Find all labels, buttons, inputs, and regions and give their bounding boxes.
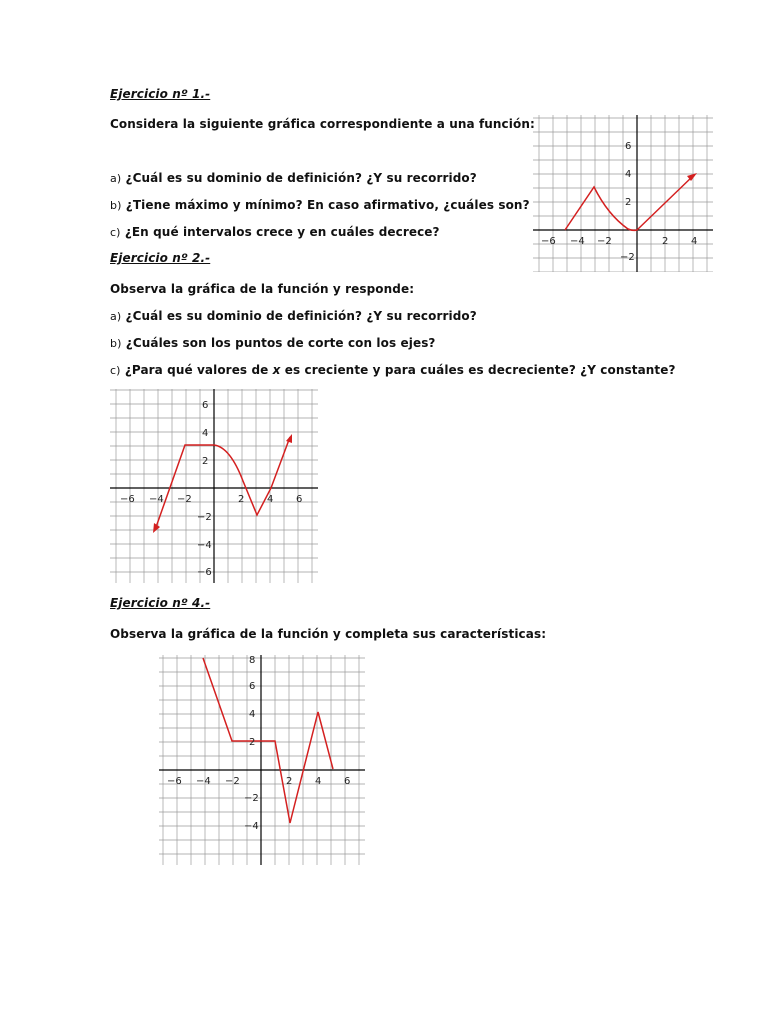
exercise-2-question-a <box>110 309 477 323</box>
question-letter: c) <box>110 364 121 377</box>
y-tick-label: 6 <box>202 400 209 411</box>
question-text: ¿Tiene máximo y mínimo? En caso afirmativo, ¿cuáles son? <box>125 198 530 212</box>
exercise-1-intro: Considera la siguiente gráfica correspondiente a una función: <box>110 117 535 131</box>
question-letter: c) <box>110 226 121 239</box>
exercise-2-heading: Ejercicio nº 2.- <box>110 251 211 265</box>
question-text: ¿Cuál es su dominio de definición? ¿Y su recorrido? <box>125 309 477 323</box>
y-tick-label: −4 <box>197 540 212 551</box>
question-letter: b) <box>110 337 122 350</box>
question-text: ¿Cuál es su dominio de definición? ¿Y su recorrido? <box>125 171 477 185</box>
exercise-4-intro: Observa la gráfica de la función y completa sus características: <box>110 627 547 641</box>
x-tick-label: 6 <box>296 494 303 505</box>
x-tick-label: −4 <box>196 776 211 787</box>
exercise-2-question-b <box>110 336 436 350</box>
x-tick-label: −2 <box>177 494 192 505</box>
x-tick-label: −2 <box>597 236 612 247</box>
y-tick-label: 4 <box>625 169 632 180</box>
question-letter: a) <box>110 172 122 185</box>
x-tick-label: 2 <box>238 494 245 505</box>
exercise-1-heading: Ejercicio nº 1.- <box>110 87 211 101</box>
question-letter: a) <box>110 310 122 323</box>
y-tick-label: 2 <box>249 737 256 748</box>
question-text: ¿Cuáles son los puntos de corte con los ejes? <box>125 336 436 350</box>
exercise-1-question-c <box>110 225 440 239</box>
y-tick-label: 4 <box>202 428 209 439</box>
exercise-1-question-a <box>110 171 477 185</box>
x-tick-label: −6 <box>167 776 182 787</box>
question-text-end: es creciente y para cuáles es decreciente? ¿Y constante? <box>280 363 676 377</box>
x-tick-label: 2 <box>286 776 293 787</box>
x-tick-label: −2 <box>225 776 240 787</box>
exercise-1-question-b <box>110 198 530 212</box>
y-tick-label: −4 <box>244 821 259 832</box>
grid <box>159 655 365 865</box>
exercise-4-heading: Ejercicio nº 4.- <box>110 596 211 610</box>
y-tick-label: 6 <box>249 681 256 692</box>
y-tick-label: −2 <box>620 252 635 263</box>
question-letter: b) <box>110 199 122 212</box>
y-tick-label: −2 <box>244 793 259 804</box>
exercise-2-graph <box>110 389 318 583</box>
y-tick-label: 6 <box>625 141 632 152</box>
x-tick-label: −4 <box>149 494 164 505</box>
y-tick-label: −6 <box>197 567 212 578</box>
x-tick-label: 4 <box>315 776 322 787</box>
y-tick-label: 4 <box>249 709 256 720</box>
y-tick-label: 2 <box>202 456 209 467</box>
question-text: ¿En qué intervalos crece y en cuáles decrece? <box>124 225 440 239</box>
x-tick-label: 4 <box>267 494 274 505</box>
exercise-1-graph <box>533 115 713 272</box>
question-text-start: ¿Para qué valores de <box>124 363 273 377</box>
variable-x: x <box>272 363 281 377</box>
arrow-head <box>286 434 292 443</box>
exercise-2-question-c <box>110 363 676 377</box>
grid <box>533 115 713 272</box>
x-tick-label: −4 <box>570 236 585 247</box>
x-tick-label: 6 <box>344 776 351 787</box>
x-tick-label: −6 <box>120 494 135 505</box>
y-tick-label: −2 <box>197 512 212 523</box>
x-tick-label: 2 <box>662 236 669 247</box>
x-tick-label: −6 <box>541 236 556 247</box>
exercise-4-graph <box>159 655 365 865</box>
y-tick-label: 8 <box>249 655 256 666</box>
exercise-2-intro: Observa la gráfica de la función y responde: <box>110 282 415 296</box>
y-tick-label: 2 <box>625 197 632 208</box>
x-tick-label: 4 <box>691 236 698 247</box>
